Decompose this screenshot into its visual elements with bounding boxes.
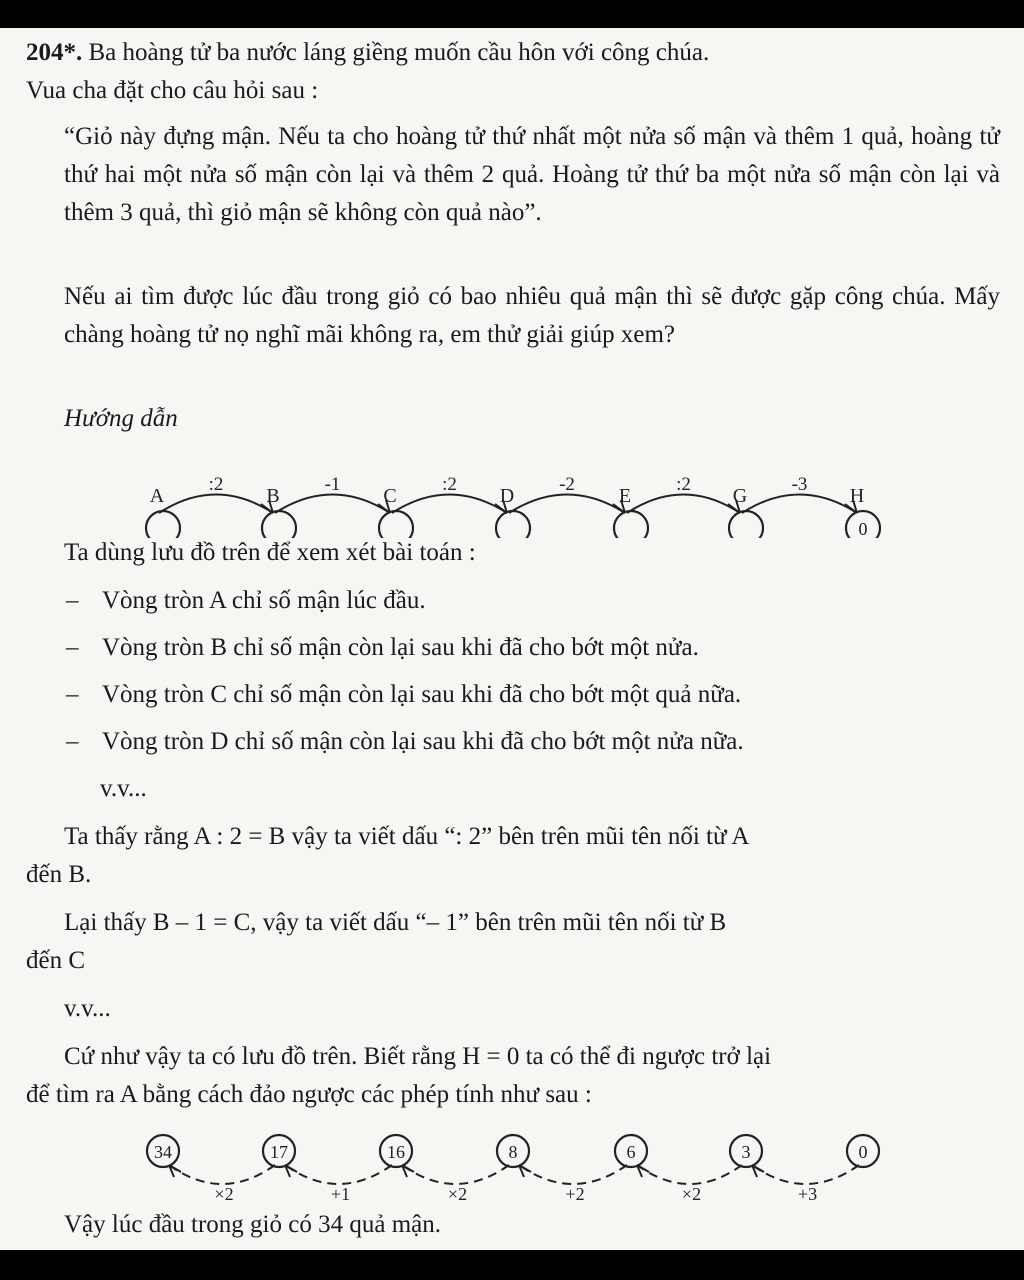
bullet-c: [26, 676, 1000, 714]
problem-line-1: [26, 34, 1000, 72]
reverse-node-value: 8: [508, 1142, 518, 1162]
reverse-node-value: 6: [626, 1142, 636, 1162]
flow-node-label: H: [849, 485, 865, 507]
flow-arrow: [275, 495, 390, 514]
bullet-text: Vòng tròn B chỉ số mận còn lại sau khi đã cho bớt một nửa.: [102, 634, 699, 661]
flow-node-label: E: [618, 485, 632, 507]
flow-op-label: -3: [791, 474, 808, 495]
reverse-arrow: [169, 1165, 275, 1184]
reverse-arrow: [285, 1165, 392, 1184]
flow-arrow: [742, 495, 857, 514]
reverse-op-label: +1: [330, 1184, 351, 1204]
problem-number: 204*.: [26, 39, 83, 66]
reverse-node-value: 17: [270, 1142, 288, 1162]
bullet-dash: –: [66, 634, 79, 661]
bullet-a: [26, 582, 1000, 620]
reverse-node-value: 0: [858, 1142, 868, 1162]
reverse-arrow: [402, 1165, 509, 1184]
para-a-line-2: đến B.: [26, 861, 92, 888]
bullet-b: [26, 629, 1000, 667]
reverse-op-label: ×2: [214, 1184, 234, 1204]
problem-quote: “Giỏ này đựng mận. Nếu ta cho hoàng tử thứ nhất một nửa số mận và thêm 1 quả, hoàng tử thứ hai một nửa số mận còn lại và thêm 2 quả. Hoàng tử thứ ba một nửa số mận còn lại và thêm 3 quả, thì giỏ mận sẽ không còn quả nào”.: [64, 123, 1000, 226]
problem-line-2: Vua cha đặt cho câu hỏi sau :: [26, 77, 319, 104]
reverse-arrowhead: [402, 1165, 414, 1177]
para-c-line-2: để tìm ra A bằng cách đảo ngược các phép tính như sau :: [26, 1081, 592, 1108]
flow-node-label: G: [732, 485, 748, 507]
flow-node-label: A: [149, 485, 165, 507]
para-b-line-2: đến C: [26, 947, 86, 974]
textbook-page: [0, 28, 1024, 1250]
bullet-dash: –: [66, 681, 79, 708]
flow-node-label: D: [499, 485, 515, 507]
bullet-dash: –: [66, 587, 79, 614]
reverse-node-value: 34: [154, 1142, 172, 1162]
reverse-op-label: ×2: [681, 1184, 702, 1204]
reverse-arrow: [637, 1165, 742, 1184]
flow-op-label: :2: [442, 474, 457, 495]
reverse-arrowhead: [752, 1165, 764, 1177]
flow-arrow: [392, 495, 507, 514]
para-b-line-1: Lại thấy B – 1 = C, vậy ta viết dấu “– 1” bên trên mũi tên nối từ B: [64, 909, 727, 936]
problem-intro: Ba hoàng tử ba nước láng giềng muốn cầu hôn với công chúa.: [88, 39, 710, 66]
reverse-arrowhead: [637, 1165, 649, 1177]
para-c-line-1: Cứ như vậy ta có lưu đồ trên. Biết rằng H = 0 ta có thể đi ngược trở lại: [64, 1043, 772, 1070]
bullet-text: Vòng tròn A chỉ số mận lúc đầu.: [102, 587, 426, 614]
forward-flow-diagram: [0, 438, 1024, 538]
reverse-op-label: ×2: [447, 1184, 468, 1204]
flow-arrow: [509, 495, 625, 514]
flow-arrow: [627, 495, 740, 514]
bullet-d: [26, 723, 1000, 761]
flow-op-label: :2: [676, 474, 691, 495]
bullet-text: Vòng tròn D chỉ số mận còn lại sau khi đã cho bớt một nửa nữa.: [102, 728, 744, 755]
guide-heading: Hướng dẫn: [64, 405, 178, 432]
flow-arrow: [159, 495, 273, 514]
reverse-node-value: 3: [741, 1142, 751, 1162]
reverse-arrowhead: [285, 1165, 297, 1177]
flow-node-label: C: [383, 485, 397, 507]
reverse-node-value: 16: [387, 1142, 405, 1162]
reverse-arrowhead: [519, 1165, 531, 1177]
flow-node-label: B: [266, 485, 280, 507]
flow-final-value: 0: [858, 519, 868, 538]
reverse-arrow: [752, 1165, 859, 1184]
reverse-arrowhead: [169, 1165, 181, 1177]
reverse-op-label: +3: [797, 1184, 818, 1204]
reverse-arrow: [519, 1165, 627, 1184]
flow-op-label: -2: [559, 474, 575, 495]
answer-line: Vậy lúc đầu trong giỏ có 34 quả mận.: [64, 1211, 441, 1238]
etc-2: v.v...: [64, 995, 111, 1022]
reverse-flow-diagram: [0, 1118, 1024, 1208]
problem-question: Nếu ai tìm được lúc đầu trong giỏ có bao nhiêu quả mận thì sẽ được gặp công chúa. Mấy chàng hoàng tử nọ nghĩ mãi không ra, em thử giải giúp xem?: [64, 283, 1000, 348]
para-a-line-1: Ta thấy rằng A : 2 = B vậy ta viết dấu “: 2” bên trên mũi tên nối từ A: [64, 823, 750, 850]
flow-op-label: -1: [324, 474, 341, 495]
etc-1: v.v...: [100, 775, 147, 802]
bullet-text: Vòng tròn C chỉ số mận còn lại sau khi đã cho bớt một quả nữa.: [102, 681, 742, 708]
bullet-dash: –: [66, 728, 79, 755]
guide-intro: Ta dùng lưu đồ trên để xem xét bài toán :: [64, 539, 476, 566]
reverse-op-label: +2: [565, 1184, 585, 1204]
flow-op-label: :2: [208, 474, 224, 495]
